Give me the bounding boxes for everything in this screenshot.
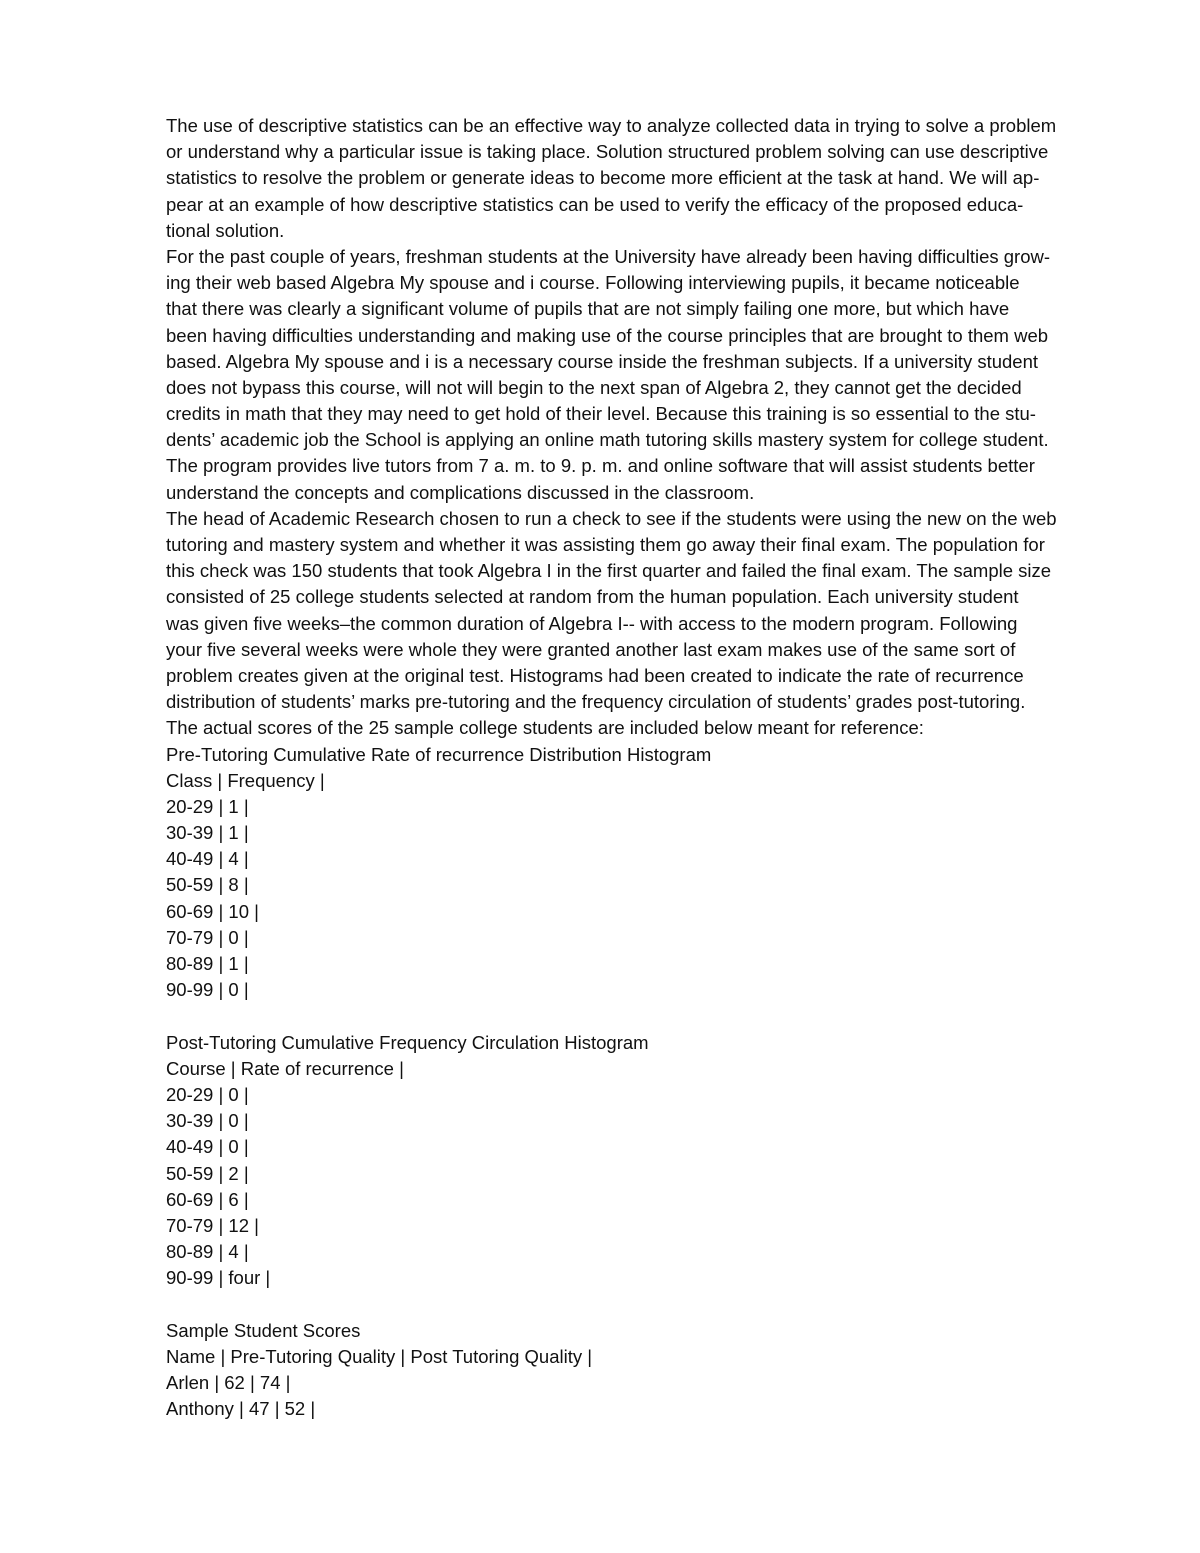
table-header: Course | Rate of recurrence | — [166, 1057, 404, 1079]
table-row: 90-99 | four | — [166, 1267, 271, 1289]
text-line: was given five weeks–the common duration of Algebra I-- with access to the modern program. Following — [166, 612, 1018, 634]
text-line: this check was 150 students that took Algebra I in the first quarter and failed the final exam. The sample size — [166, 560, 1052, 582]
table-row: 40-49 | 4 | — [166, 848, 249, 870]
table-row: 70-79 | 12 | — [166, 1214, 259, 1236]
text-line: understand the concepts and complications discussed in the classroom. — [166, 481, 755, 503]
sample-scores-table — [166, 1318, 1126, 1423]
spacer — [166, 1003, 1126, 1029]
text-line: The program provides live tutors from 7 a. m. to 9. p. m. and online software that will assist students better — [166, 455, 1035, 477]
table-row: 40-49 | 0 | — [166, 1136, 249, 1158]
text-line: been having difficulties understanding and making use of the course principles that are brought to them web — [166, 324, 1049, 346]
table-row: 20-29 | 0 | — [166, 1083, 249, 1105]
text-line: tional solution. — [166, 219, 285, 241]
text-line: based. Algebra My spouse and i is a necessary course inside the freshman subjects. If a university student — [166, 350, 1039, 372]
post-tutoring-table — [166, 1030, 1126, 1292]
text-line: The head of Academic Research chosen to run a check to see if the students were using the new on the web — [166, 507, 1057, 529]
document-page — [166, 113, 1126, 1422]
table-title: Pre-Tutoring Cumulative Rate of recurrence Distribution Histogram — [166, 743, 712, 765]
table-row: 30-39 | 1 | — [166, 822, 249, 844]
text-line: ing their web based Algebra My spouse and i course. Following interviewing pupils, it became noticeable — [166, 272, 1020, 294]
pre-tutoring-table — [166, 742, 1126, 1004]
text-line: tutoring and mastery system and whether it was assisting them go away their final exam. The population for — [166, 534, 1045, 555]
table-row: Anthony | 47 | 52 | — [166, 1398, 316, 1420]
table-title: Sample Student Scores — [166, 1319, 361, 1341]
text-line: does not bypass this course, will not will begin to the next span of Algebra 2, they cannot get the decided — [166, 376, 1022, 398]
table-header: Name | Pre-Tutoring Quality | Post Tutoring Quality | — [166, 1345, 593, 1367]
text-line: pear at an example of how descriptive statistics can be used to verify the efficacy of the proposed educa- — [166, 193, 1024, 215]
text-line: consisted of 25 college students selected at random from the human population. Each university student — [166, 586, 1019, 608]
text-line: dents’ academic job the School is applying an online math tutoring skills mastery system for college student. — [166, 429, 1049, 451]
text-line: your five several weeks were whole they were granted another last exam makes use of the same sort of — [166, 638, 1016, 660]
text-line: distribution of students’ marks pre-tutoring and the frequency circulation of students’ grades post-tutoring. — [166, 691, 1026, 713]
text-line: credits in math that they may need to get hold of their level. Because this training is so essential to the stu- — [166, 403, 1036, 425]
table-row: 20-29 | 1 | — [166, 795, 249, 817]
spacer — [166, 1291, 1126, 1317]
paragraph-background — [166, 244, 1126, 506]
table-header: Class | Frequency | — [166, 769, 325, 791]
text-line: or understand why a particular issue is taking place. Solution structured problem solving can use descriptive — [166, 141, 1049, 163]
table-row: Arlen | 62 | 74 | — [166, 1372, 291, 1393]
text-line: problem creates given at the original test. Histograms had been created to indicate the rate of recurrence — [166, 664, 1024, 686]
table-row: 70-79 | 0 | — [166, 926, 249, 948]
table-row: 80-89 | 4 | — [166, 1241, 249, 1263]
text-line: For the past couple of years, freshman students at the University have already been having difficulties grow- — [166, 245, 1051, 267]
paragraph-study — [166, 506, 1126, 742]
text-line: The actual scores of the 25 sample college students are included below meant for reference: — [166, 717, 924, 739]
table-row: 80-89 | 1 | — [166, 953, 249, 974]
table-row: 50-59 | 8 | — [166, 874, 249, 896]
text-line: The use of descriptive statistics can be an effective way to analyze collected data in trying to solve a problem — [166, 115, 1057, 136]
table-row: 60-69 | 6 | — [166, 1188, 249, 1210]
table-title: Post-Tutoring Cumulative Frequency Circulation Histogram — [166, 1031, 649, 1053]
table-row: 60-69 | 10 | — [166, 900, 259, 922]
table-row: 50-59 | 2 | — [166, 1162, 249, 1184]
table-row: 90-99 | 0 | — [166, 979, 249, 1001]
table-row: 30-39 | 0 | — [166, 1110, 249, 1132]
paragraph-intro — [166, 113, 1126, 244]
text-line: statistics to resolve the problem or generate ideas to become more efficient at the task at hand. We will ap- — [166, 167, 1040, 189]
text-line: that there was clearly a significant volume of pupils that are not simply failing one more, but which have — [166, 298, 1010, 320]
